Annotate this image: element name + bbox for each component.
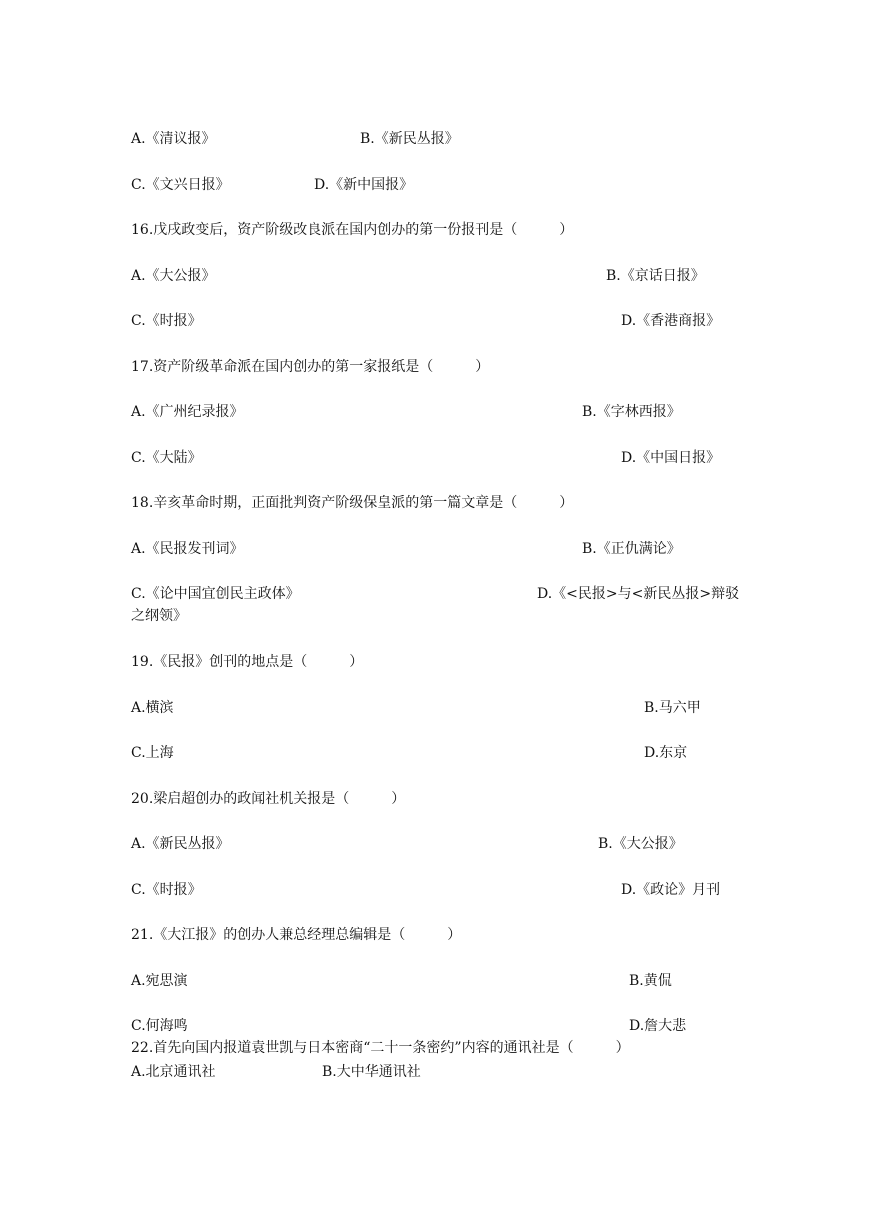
option-c: C.《文兴日报》 — [131, 177, 230, 193]
option-c: C.上海 — [131, 745, 174, 761]
option-b: B.《大公报》 — [598, 836, 683, 852]
option-d: D.《香港商报》 — [621, 313, 721, 329]
option-a: A.《大公报》 — [131, 268, 216, 284]
option-a: A.《广州纪录报》 — [131, 404, 244, 420]
option-a: A.《新民丛报》 — [131, 836, 230, 852]
option-d: D.《新中国报》 — [314, 177, 414, 193]
option-a: A.宛思演 — [131, 973, 188, 989]
option-b: B.黄侃 — [629, 973, 672, 989]
option-c: C.《论中国宜创民主政体》 — [131, 586, 300, 602]
option-c: C.《时报》 — [131, 313, 202, 329]
option-c: C.《大陆》 — [131, 450, 202, 466]
option-b: B.《京话日报》 — [606, 268, 705, 284]
question-17-text: 17.资产阶级革命派在国内创办的第一家报纸是（ ） — [131, 359, 490, 375]
option-b: B.《字林西报》 — [582, 404, 681, 420]
option-b: B.《新民丛报》 — [360, 131, 459, 147]
question-16-text: 16.戊戌政变后，资产阶级改良派在国内创办的第一份报刊是（ ） — [131, 222, 574, 238]
option-b: B.《正仇满论》 — [582, 541, 681, 557]
option-c: C.何海鸣 — [131, 1018, 188, 1034]
option-a: A.《民报发刊词》 — [131, 541, 244, 557]
option-a: A.《清议报》 — [131, 131, 216, 147]
question-21-text: 21.《大江报》的创办人兼总经理总编辑是（ ） — [131, 927, 462, 943]
option-d: D.詹大悲 — [629, 1018, 687, 1034]
option-a: A.横滨 — [131, 700, 174, 716]
question-18-text: 18.辛亥革命时期，正面批判资产阶级保皇派的第一篇文章是（ ） — [131, 495, 574, 511]
option-b: B.马六甲 — [644, 700, 701, 716]
option-b: B.大中华通讯社 — [322, 1064, 421, 1080]
question-19-text: 19.《民报》创刊的地点是（ ） — [131, 654, 364, 670]
question-22-text: 22.首先向国内报道袁世凯与日本密商“二十一条密约”内容的通讯社是（ ） — [131, 1040, 630, 1056]
option-d: D.《<民报>与<新民丛报>辩驳 — [537, 586, 740, 602]
option-c: C.《时报》 — [131, 882, 202, 898]
option-d: D.《政论》月刊 — [621, 882, 721, 898]
option-d: D.《中国日报》 — [621, 450, 721, 466]
option-d: D.东京 — [644, 745, 688, 761]
option-a: A.北京通讯社 — [131, 1064, 216, 1080]
question-20-text: 20.梁启超创办的政闻社机关报是（ ） — [131, 791, 406, 807]
option-d-continued: 之纲领》 — [131, 608, 187, 624]
